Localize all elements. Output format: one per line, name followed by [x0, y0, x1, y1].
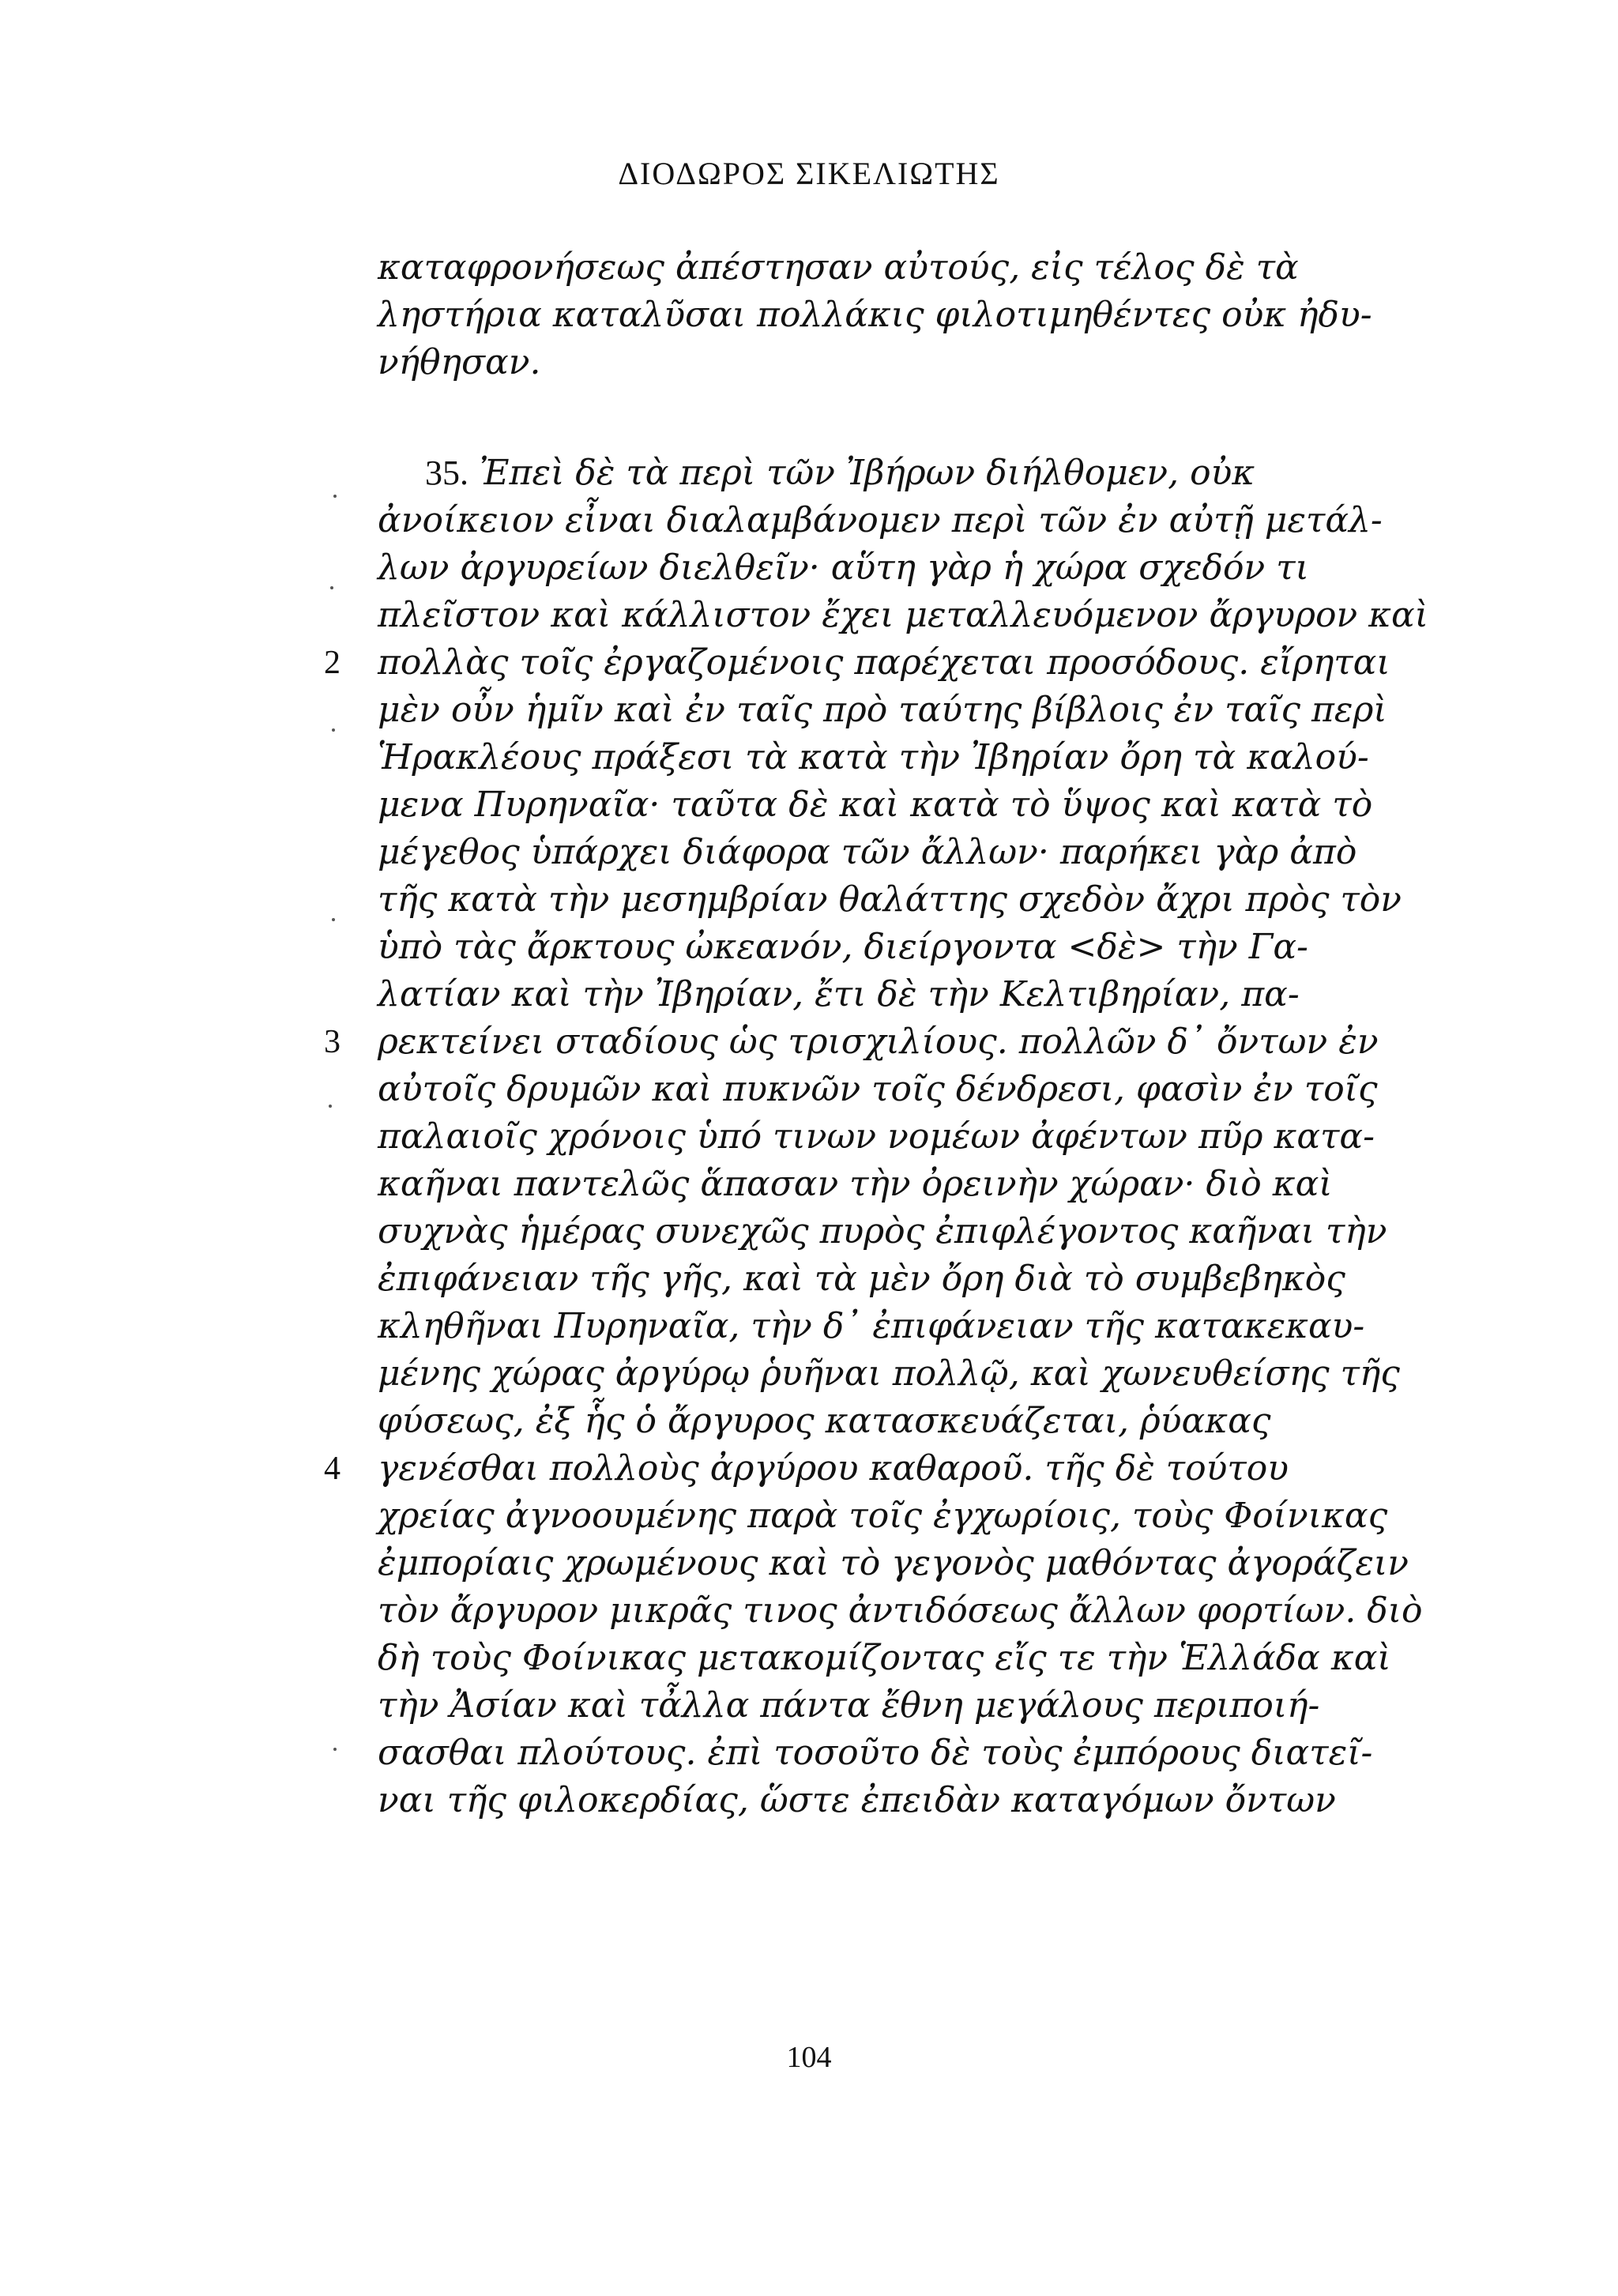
scan-speck [332, 728, 335, 732]
section-number: 35. [425, 454, 468, 492]
text-line: συχνὰς ἡμέρας συνεχῶς πυρὸς ἐπιφλέγοντος καῆναι τὴν [378, 1211, 1387, 1252]
text-line: τὴν Ἀσίαν καὶ τἆλλα πάντα ἔθνη μεγάλους περιποιή- [378, 1685, 1320, 1726]
text-line: ρεκτείνει σταδίους ὡς τρισχιλίους. πολλῶν δ᾽ ὄντων ἐν [378, 1022, 1379, 1062]
text-line: νήθησαν. [378, 342, 541, 382]
text-line: ἐπιφάνειαν τῆς γῆς, καὶ τὰ μὲν ὄρη διὰ τὸ συμβεβηκὸς [378, 1259, 1345, 1299]
margin-subsection-number: 4 [324, 1451, 341, 1487]
text-line: ναι τῆς φιλοκερδίας, ὥστε ἐπειδὰν καταγόμων ὄντων [378, 1780, 1336, 1820]
section-first-line [425, 450, 1255, 496]
running-head: ΔΙΟΔΩΡΟΣ ΣΙΚΕΛΙΩΤΗΣ [618, 156, 1000, 191]
text-line: μενα Πυρηναῖα· ταῦτα δὲ καὶ κατὰ τὸ ὕψος καὶ κατὰ τὸ [378, 785, 1373, 825]
text-line: μένης χώρας ἀργύρῳ ῥυῆναι πολλῷ, καὶ χωνευθείσης τῆς [378, 1353, 1400, 1394]
page-number: 104 [786, 2041, 832, 2074]
text-line: λων ἀργυρείων διελθεῖν· αὕτη γὰρ ἡ χώρα σχεδόν τι [378, 548, 1309, 588]
text-line: δὴ τοὺς Φοίνικας μετακομίζοντας εἴς τε τὴν Ἑλλάδα καὶ [378, 1638, 1391, 1678]
text-line: γενέσθαι πολλοὺς ἀργύρου καθαροῦ. τῆς δὲ τούτου [378, 1448, 1289, 1489]
text-line: μέγεθος ὑπάρχει διάφορα τῶν ἄλλων· παρήκει γὰρ ἀπὸ [378, 832, 1357, 872]
scan-speck [333, 495, 337, 498]
text-line: φύσεως, ἐξ ἧς ὁ ἄργυρος κατασκευάζεται, ῥύακας [378, 1401, 1271, 1441]
text-line: καταφρονήσεως ἀπέστησαν αὐτούς, εἰς τέλος δὲ τὰ [378, 247, 1299, 288]
section-first-line-text: Ἐπεὶ δὲ τὰ περὶ τῶν Ἰβήρων διήλθομεν, οὐκ [480, 453, 1255, 493]
text-line: Ἡρακλέους πράξεσι τὰ κατὰ τὴν Ἰβηρίαν ὄρη τὰ καλού- [378, 737, 1369, 777]
text-line: ἐμπορίαις χρωμένους καὶ τὸ γεγονὸς μαθόντας ἀγοράζειν [378, 1543, 1409, 1583]
scan-speck [333, 1748, 337, 1751]
text-line: σασθαι πλούτους. ἐπὶ τοσοῦτο δὲ τοὺς ἐμπόρους διατεῖ- [378, 1733, 1373, 1773]
text-line: λατίαν καὶ τὴν Ἰβηρίαν, ἔτι δὲ τὴν Κελτιβηρίαν, πα- [378, 974, 1300, 1014]
text-line: πολλὰς τοῖς ἐργαζομένοις παρέχεται προσόδους. εἴρηται [378, 642, 1390, 683]
scan-speck [329, 1105, 332, 1108]
text-line: τῆς κατὰ τὴν μεσημβρίαν θαλάττης σχεδὸν ἄχρι πρὸς τὸν [378, 879, 1402, 920]
text-line: μὲν οὖν ἡμῖν καὶ ἐν ταῖς πρὸ ταύτης βίβλοις ἐν ταῖς περὶ [378, 690, 1387, 730]
text-line: ἀνοίκειον εἶναι διαλαμβάνομεν περὶ τῶν ἐν αὐτῇ μετάλ- [378, 500, 1383, 540]
margin-subsection-number: 3 [324, 1024, 341, 1060]
text-line: πλεῖστον καὶ κάλλιστον ἔχει μεταλλευόμενον ἄργυρον καὶ [378, 595, 1428, 635]
text-line: παλαιοῖς χρόνοις ὑπό τινων νομέων ἀφέντων πῦρ κατα- [378, 1116, 1375, 1157]
text-line: ληστήρια καταλῦσαι πολλάκις φιλοτιμηθέντες οὐκ ἠδυ- [378, 295, 1372, 335]
text-line: τὸν ἄργυρον μικρᾶς τινος ἀντιδόσεως ἄλλων φορτίων. διὸ [378, 1590, 1423, 1631]
margin-subsection-number: 2 [324, 645, 341, 681]
text-line: καῆναι παντελῶς ἅπασαν τὴν ὀρεινὴν χώραν· διὸ καὶ [378, 1164, 1333, 1204]
scan-speck [332, 918, 335, 921]
text-line: κληθῆναι Πυρηναῖα, τὴν δ᾽ ἐπιφάνειαν τῆς κατακεκαυ- [378, 1306, 1365, 1346]
text-line: χρείας ἀγνοουμένης παρὰ τοῖς ἐγχωρίοις, τοὺς Φοίνικας [378, 1496, 1388, 1536]
text-line: ὑπὸ τὰς ἄρκτους ὠκεανόν, διείργοντα <δὲ> τὴν Γα- [378, 927, 1308, 967]
text-line: αὐτοῖς δρυμῶν καὶ πυκνῶν τοῖς δένδρεσι, φασὶν ἐν τοῖς [378, 1069, 1378, 1109]
scan-speck [330, 586, 333, 589]
